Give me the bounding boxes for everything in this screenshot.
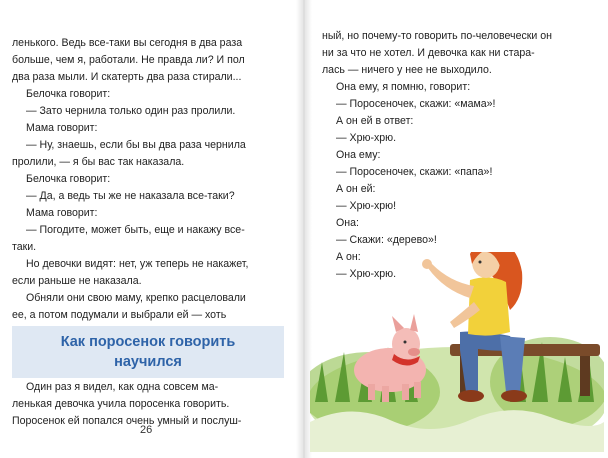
text-line: — Да, а ведь ты же не наказала все-таки? <box>26 190 235 202</box>
text-line: — Поросеночек, скажи: «папа»! <box>336 166 493 178</box>
text-line: если раньше не наказала. <box>12 275 142 287</box>
text-line: А он ей: <box>336 183 376 195</box>
text-line: ее, а потом подумали и выбрали ей — хоть <box>12 309 227 321</box>
text-line: Поросенок ей попался очень умный и послуш- <box>12 415 242 427</box>
text-line: Но девочки видят: нет, уж теперь не накажет, <box>26 258 249 270</box>
text-line: ни за что не хотел. И девочка как ни стара- <box>322 47 535 59</box>
page-number: 26 <box>140 424 153 436</box>
text-line: Она ему, я помню, говорит: <box>336 81 471 93</box>
right-page-text <box>322 28 594 283</box>
text-line: Она ему: <box>336 149 381 161</box>
text-line: ный, но почему-то говорить по-человечески он <box>322 30 553 42</box>
text-line: больше, чем я, работали. Не правда ли? И пол <box>12 54 245 66</box>
text-line: Мама говорит: <box>26 207 98 219</box>
text-line: — Зато чернила только один раз пролили. <box>26 105 236 117</box>
text-line: Белочка говорит: <box>26 173 111 185</box>
text-line: Она: <box>336 217 359 229</box>
text-line: Один раз я видел, как одна совсем ма- <box>26 381 219 393</box>
text-line: два раза мыли. И скатерть два раза стирали... <box>12 71 242 83</box>
text-line: Обняли они свою маму, крепко расцеловали <box>26 292 246 304</box>
text-line: ленького. Ведь все-таки вы сегодня в два раза <box>12 37 243 49</box>
left-page-text <box>12 35 284 375</box>
text-line: — Скажи: «дерево»! <box>336 234 437 246</box>
left-page-story-text <box>12 379 284 430</box>
girl-with-piglet-illustration <box>310 252 604 452</box>
text-line: — Хрю-хрю. <box>336 132 397 144</box>
text-line: — Ну, знаешь, если бы вы два раза чернила <box>26 139 246 151</box>
story-heading <box>12 326 284 378</box>
text-line: Мама говорит: <box>26 122 98 134</box>
text-line: — Хрю-хрю. <box>336 268 397 280</box>
text-line: пролили, — я бы вас так наказала. <box>12 156 185 168</box>
text-line: — Поросеночек, скажи: «мама»! <box>336 98 496 110</box>
text-line: — Хрю-хрю! <box>336 200 397 212</box>
text-line: ленькая девочка учила поросенка говорить. <box>12 398 230 410</box>
text-line: Белочка говорит: <box>26 88 111 100</box>
text-line: — Погодите, может быть, еще и накажу все- <box>26 224 245 236</box>
text-line: А он ей в ответ: <box>336 115 414 127</box>
text-line: лась — ничего у нее не выходило. <box>322 64 492 76</box>
text-line: А он: <box>336 251 361 263</box>
story-heading-line-1: Как поросенок говорить <box>60 334 236 350</box>
text-line: таки. <box>12 241 37 253</box>
story-heading-line-2: научился <box>114 354 182 370</box>
